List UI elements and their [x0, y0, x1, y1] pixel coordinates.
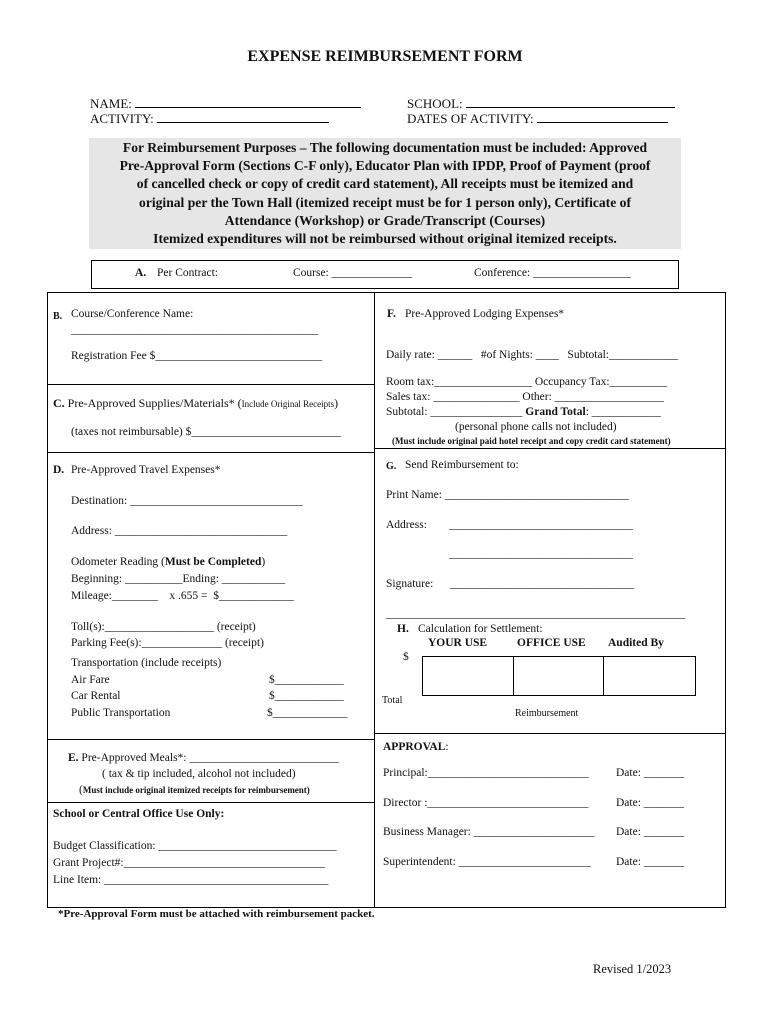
phone-note: (personal phone calls not included)	[455, 421, 617, 433]
line-item-field[interactable]: Line Item: _______________________________________	[53, 874, 329, 886]
your-use-header: YOUR USE	[428, 637, 488, 649]
notice-line: Pre-Approval Form (Sections C-F only), Educator Plan with IPDP, Proof of Payment (proof	[119, 158, 651, 174]
approval-heading	[383, 741, 449, 753]
row-divider	[374, 733, 725, 734]
odometer-label	[71, 556, 265, 568]
settlement-dollar: $	[403, 651, 409, 663]
public-transport-field[interactable]: $_____________	[267, 707, 348, 719]
approval-colon: :	[445, 741, 449, 753]
section-g-letter: G.	[386, 461, 397, 472]
superintendent-field[interactable]: Superintendent: _______________________	[383, 856, 591, 868]
send-address-label: Address:	[386, 519, 427, 531]
section-a-box	[91, 260, 679, 289]
business-manager-date-field[interactable]: Date: _______	[616, 826, 685, 838]
odometer-close: )	[261, 556, 266, 568]
form-title: EXPENSE REIMBURSEMENT FORM	[247, 48, 523, 65]
air-fare-label: Air Fare	[71, 674, 110, 686]
section-e-letter: E.	[68, 752, 79, 764]
school-field[interactable]	[466, 95, 675, 108]
business-manager-field[interactable]: Business Manager: _____________________	[383, 826, 595, 838]
notice-line: Itemized expenditures will not be reimbursed without original itemized receipts.	[153, 231, 617, 247]
notice-line: original per the Town Hall (itemized receipt must be for 1 person only), Certificate of	[139, 194, 631, 210]
section-c-letter: C.	[53, 396, 65, 410]
notice-line: For Reimbursement Purposes – The following documentation must be included: Approved	[122, 140, 648, 155]
activity-field-row	[90, 110, 329, 127]
supplies-amount-field[interactable]: (taxes not reimbursable) $__________________________	[71, 426, 341, 438]
total-label: Total	[382, 695, 403, 706]
lodging-label: Pre-Approved Lodging Expenses*	[405, 308, 565, 320]
public-transport-label: Public Transportation	[71, 707, 171, 719]
your-use-cell[interactable]	[423, 657, 512, 694]
documentation-notice	[89, 138, 681, 249]
mileage-field[interactable]: Mileage:________ x .655 = $_____________	[71, 590, 294, 602]
parking-field[interactable]: Parking Fee(s):______________ (receipt)	[71, 637, 264, 649]
travel-label: Pre-Approved Travel Expenses*	[71, 464, 221, 476]
section-f-letter: F.	[387, 308, 396, 320]
odometer-text: Odometer Reading (	[71, 556, 165, 568]
name-label: NAME:	[90, 96, 132, 111]
daily-rate-field[interactable]: Daily rate: ______ #of Nights: ____ Subtotal:____________	[386, 349, 678, 361]
audited-by-header: Audited By	[608, 637, 664, 649]
meals-note-open: (	[79, 784, 83, 796]
superintendent-date-field[interactable]: Date: _______	[616, 856, 685, 868]
section-h-letter: H.	[397, 623, 409, 635]
revision-date: Revised 1/2023	[593, 962, 672, 976]
transportation-label: Transportation (include receipts)	[71, 657, 222, 669]
meals-label: Pre-Approved Meals*:	[81, 752, 190, 764]
tolls-field[interactable]: Toll(s):___________________ (receipt)	[71, 621, 256, 633]
office-use-heading: School or Central Office Use Only:	[53, 808, 225, 820]
name-field[interactable]	[135, 95, 361, 108]
meals-tax-note: ( tax & tip included, alcohol not included)	[102, 768, 296, 780]
audited-by-cell[interactable]	[604, 657, 693, 694]
lodging-subtotal-row	[386, 406, 661, 418]
air-fare-field[interactable]: $____________	[269, 674, 344, 686]
dates-label: DATES OF ACTIVITY:	[407, 111, 534, 126]
travel-address-field[interactable]: Address: ______________________________	[71, 525, 288, 537]
odometer-required: Must be Completed	[164, 556, 262, 568]
office-use-cell[interactable]	[514, 657, 603, 694]
activity-field[interactable]	[157, 110, 329, 123]
reimbursement-label: Reimbursement	[515, 708, 579, 719]
supplies-close: )	[334, 396, 339, 410]
row-divider	[48, 739, 374, 740]
section-d-letter: D.	[53, 464, 65, 476]
section-b-letter: B.	[53, 311, 63, 322]
supplies-note: Include Original Receipts	[241, 399, 335, 409]
approval-heading-text: APPROVAL	[383, 741, 446, 753]
supplies-label: Pre-Approved Supplies/Materials* (	[67, 396, 242, 410]
send-to-label: Send Reimbursement to:	[405, 459, 519, 471]
section-c-row	[53, 396, 338, 411]
send-address-line-1[interactable]: ________________________________	[449, 519, 633, 531]
pre-approval-footnote: *Pre-Approval Form must be attached with reimbursement packet.	[58, 908, 375, 920]
budget-classification-field[interactable]: Budget Classification: _______________________________	[53, 840, 337, 852]
print-name-field[interactable]: Print Name: ________________________________	[386, 489, 629, 501]
signature-label: Signature:	[386, 578, 434, 590]
car-rental-label: Car Rental	[71, 690, 121, 702]
grand-total-label: Grand Total	[525, 406, 586, 418]
director-date-field[interactable]: Date: _______	[616, 797, 685, 809]
send-address-line-2[interactable]: ________________________________	[449, 548, 633, 560]
conference-field[interactable]: Conference: _________________	[474, 267, 631, 279]
school-label: SCHOOL:	[407, 96, 463, 111]
column-divider	[374, 293, 375, 907]
section-a-letter: A.	[135, 267, 147, 279]
section-g-divider: ____________________________________________________	[386, 608, 685, 620]
director-field[interactable]: Director :____________________________	[383, 797, 589, 809]
room-tax-field[interactable]: Room tax:_________________ Occupancy Tax:__________	[386, 376, 668, 388]
course-name-field[interactable]: ___________________________________________	[71, 324, 319, 336]
registration-fee-field[interactable]: Registration Fee $_____________________________	[71, 350, 323, 362]
office-use-header: OFFICE USE	[517, 637, 586, 649]
signature-field[interactable]: ________________________________	[450, 578, 634, 590]
hotel-receipt-note: (Must include original paid hotel receipt and copy credit card statement)	[392, 436, 671, 446]
notice-line: Attendance (Workshop) or Grade/Transcript (Courses)	[224, 212, 546, 228]
principal-date-field[interactable]: Date: _______	[616, 767, 685, 779]
row-divider	[48, 384, 374, 385]
row-divider	[48, 452, 374, 453]
meals-field[interactable]: __________________________	[189, 752, 339, 764]
meals-note-text: Must include original itemized receipts for reimbursement)	[82, 785, 310, 795]
grand-total-field[interactable]: : ____________	[585, 406, 661, 418]
lodging-subtotal-field[interactable]: Subtotal: ________________	[386, 406, 526, 418]
meals-receipt-note	[79, 784, 310, 796]
dates-field-row	[407, 110, 668, 127]
car-rental-field[interactable]: $____________	[269, 690, 344, 702]
course-name-label: Course/Conference Name:	[71, 308, 194, 320]
odometer-beginning-ending[interactable]: Beginning: __________Ending: ___________	[71, 573, 286, 585]
destination-field[interactable]: Destination: ______________________________	[71, 495, 303, 507]
activity-label: ACTIVITY:	[90, 111, 154, 126]
course-field[interactable]: Course: ______________	[293, 267, 413, 279]
meals-row	[68, 752, 339, 764]
sales-tax-field[interactable]: Sales tax: _______________ Other: ___________________	[386, 391, 664, 403]
row-divider	[374, 448, 725, 449]
principal-field[interactable]: Principal:____________________________	[383, 767, 589, 779]
meals-divider	[47, 802, 374, 803]
notice-line: of cancelled check or copy of credit card statement), All receipts must be itemized and	[136, 176, 634, 192]
settlement-label: Calculation for Settlement:	[418, 623, 543, 635]
grant-project-field[interactable]: Grant Project#:___________________________________	[53, 857, 325, 869]
dates-field[interactable]	[537, 110, 668, 123]
per-contract-label: Per Contract:	[157, 267, 218, 279]
